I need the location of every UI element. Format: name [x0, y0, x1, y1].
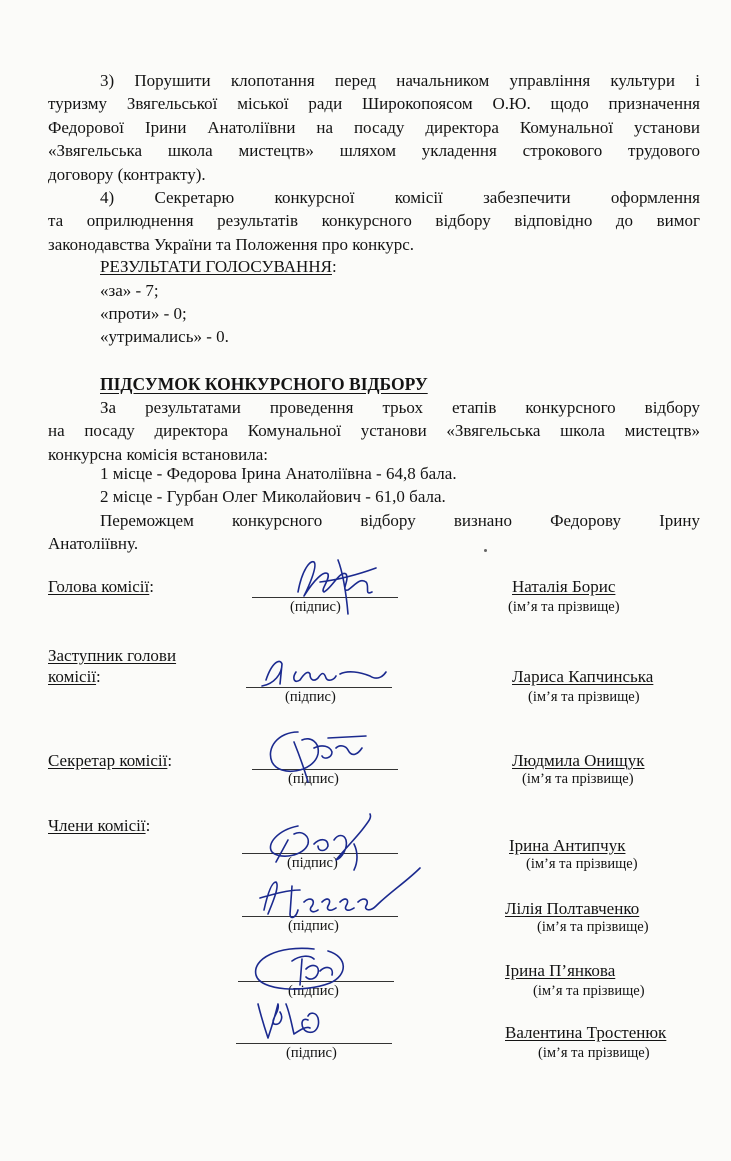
secretary-label: Секретар комісії — [48, 751, 168, 770]
vote-against: «проти» - 0; — [100, 304, 187, 323]
chair-label-line — [48, 576, 154, 598]
member-3-name-caption: (ім’я та прізвище) — [533, 983, 645, 999]
deputy-signature — [252, 650, 392, 700]
winner-line: Переможцем конкурсного відбору визнано Федорову Ірину — [100, 511, 700, 530]
member-2-sign-caption: (підпис) — [288, 918, 339, 934]
summary-intro-line: на посаду директора Комунальної установи «Звягельська школа мистецтв» — [48, 421, 700, 441]
summary-heading: ПІДСУМОК КОНКУРСНОГО ВІДБОРУ — [100, 374, 428, 394]
item-3-paragraph — [48, 69, 700, 186]
secretary-sign-caption: (підпис) — [288, 771, 339, 787]
item-4-paragraph — [48, 186, 700, 256]
vote-for: «за» - 7; — [100, 281, 159, 300]
members-label-line — [48, 815, 150, 837]
member-2-signature — [240, 860, 430, 930]
member-3-name: Ірина П’янкова — [505, 961, 616, 980]
item-3-line: туризму Звягельської міської ради Широкопоясом О.Ю. щодо призначення — [48, 94, 700, 114]
member-3-sign-caption: (підпис) — [288, 983, 339, 999]
secretary-name-caption: (ім’я та прізвище) — [522, 771, 634, 787]
secretary-name: Людмила Онищук — [512, 751, 645, 770]
voting-title-colon: : — [331, 257, 337, 276]
members-label: Члени комісії — [48, 816, 146, 835]
chair-label-colon: : — [149, 577, 154, 596]
member-1-sign-caption: (підпис) — [287, 855, 338, 871]
secretary-label-line — [48, 750, 172, 772]
member-4-sign-caption: (підпис) — [286, 1045, 337, 1061]
member-4-signature — [250, 990, 340, 1050]
item-3-line: Федорової Ірини Анатоліївни на посаду директора Комунальної установи — [48, 117, 700, 137]
member-1-name: Ірина Антипчук — [509, 836, 626, 855]
members-label-colon: : — [145, 816, 151, 835]
summary-intro-line: За результатами проведення трьох етапів конкурсного відбору — [100, 398, 700, 417]
item-3-line: «Звягельська школа мистецтв» шляхом укладення строкового трудового — [48, 141, 700, 161]
deputy-label: комісії — [48, 667, 97, 686]
item-3-line: 3) Порушити клопотання перед начальником управління культури і — [100, 71, 700, 90]
place-2: 2 місце - Гурбан Олег Миколайович - 61,0 бала. — [100, 487, 446, 506]
member-2-name-caption: (ім’я та прізвище) — [537, 919, 649, 935]
secretary-signature — [258, 718, 378, 788]
member-4-name: Валентина Тростенюк — [505, 1023, 667, 1042]
member-2-name: Лілія Полтавченко — [505, 899, 640, 918]
chair-name-caption: (ім’я та прізвище) — [508, 599, 620, 615]
deputy-label-colon: : — [96, 667, 101, 686]
voting-title: РЕЗУЛЬТАТИ ГОЛОСУВАННЯ — [100, 257, 332, 276]
summary-intro-line: конкурсна комісія встановила: — [48, 444, 268, 464]
stray-dot — [484, 549, 487, 552]
member-4-name-caption: (ім’я та прізвище) — [538, 1045, 650, 1061]
chair-sign-caption: (підпис) — [290, 599, 341, 615]
item-4-line: 4) Секретарю конкурсної комісії забезпечити оформлення — [100, 188, 700, 207]
vote-abstained: «утримались» - 0. — [100, 327, 229, 346]
place-1: 1 місце - Федорова Ірина Анатоліївна - 64,8 бала. — [100, 464, 457, 483]
item-4-line: та оприлюднення результатів конкурсного відбору відповідно до вимог — [48, 211, 700, 231]
chair-signature — [280, 540, 390, 620]
secretary-label-colon: : — [167, 751, 173, 770]
voting-title-line — [100, 256, 337, 278]
winner-line: Анатоліївну. — [48, 534, 139, 554]
item-4-line: законодавства України та Положення про конкурс. — [48, 234, 415, 254]
member-1-name-caption: (ім’я та прізвище) — [526, 856, 638, 872]
summary-intro-paragraph — [48, 396, 700, 466]
chair-name: Наталія Борис — [512, 577, 616, 596]
deputy-name: Лариса Капчинська — [512, 667, 654, 686]
deputy-label-line-1: Заступник голови — [48, 646, 177, 665]
chair-label: Голова комісії — [48, 577, 150, 596]
deputy-sign-caption: (підпис) — [285, 689, 336, 705]
item-3-line: договору (контракту). — [48, 164, 206, 184]
deputy-label-line-2 — [48, 666, 101, 688]
deputy-name-caption: (ім’я та прізвище) — [528, 689, 640, 705]
